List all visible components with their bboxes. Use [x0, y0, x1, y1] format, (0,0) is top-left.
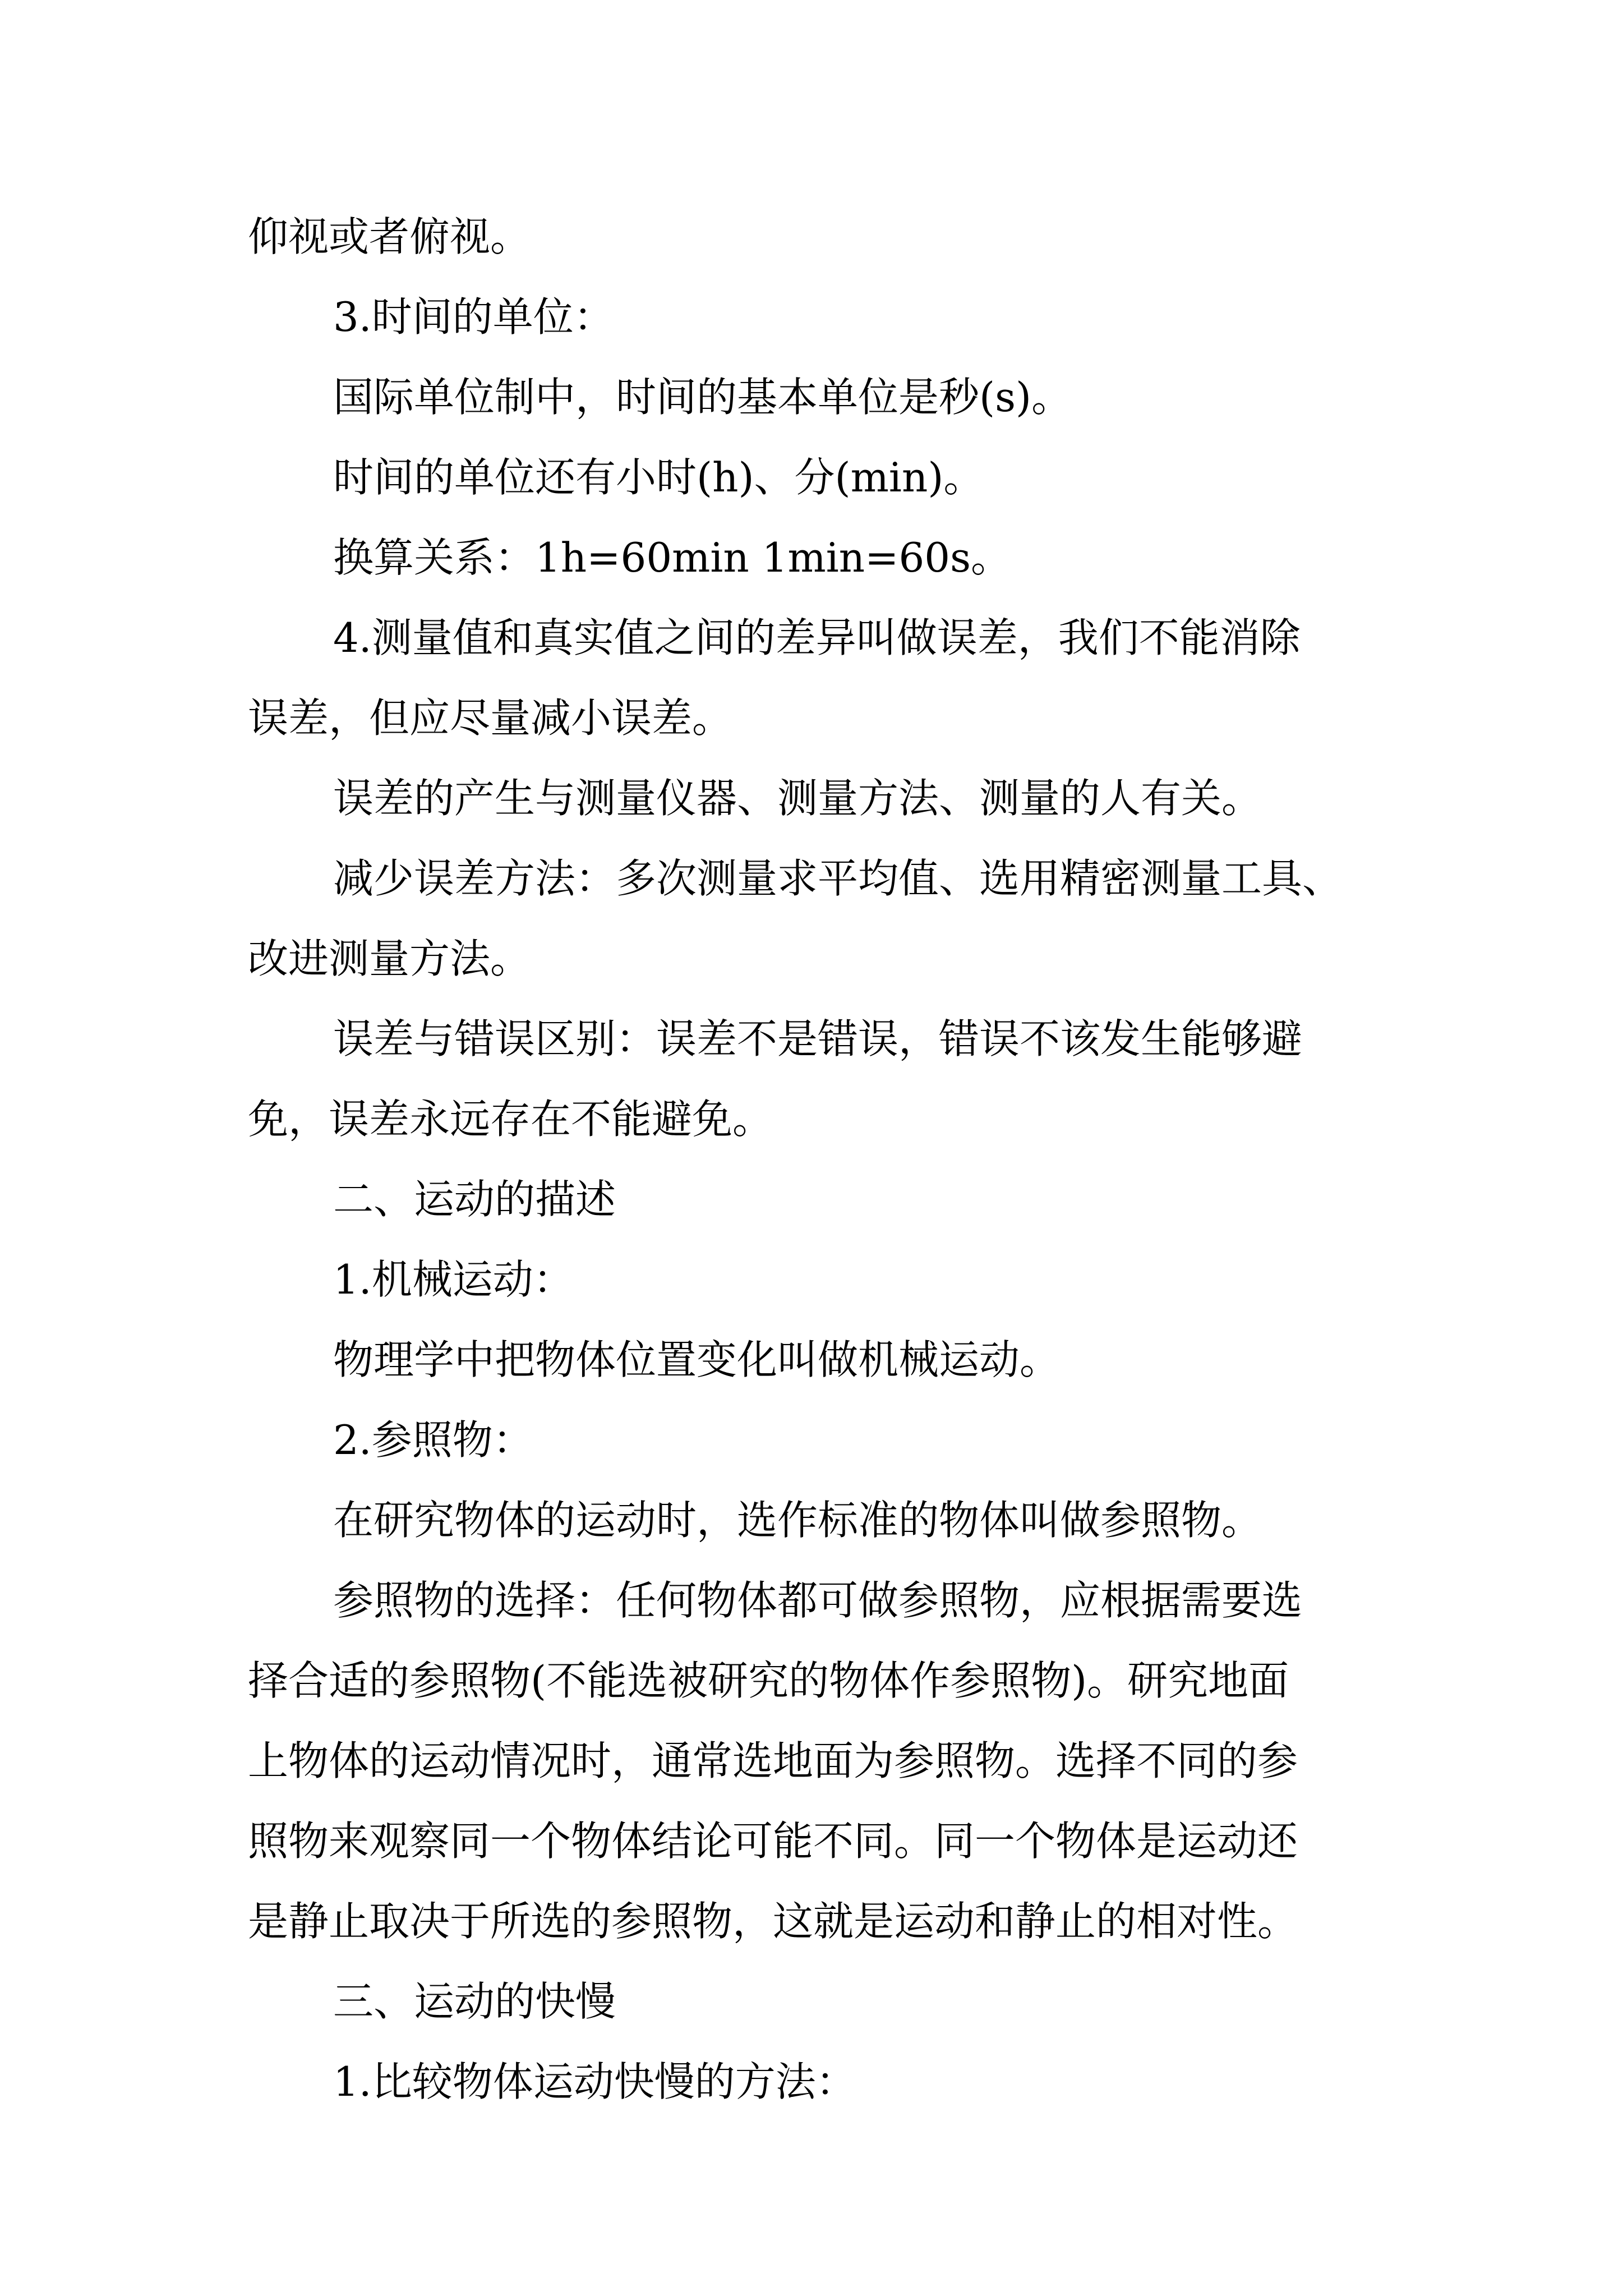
text-line: 3.时间的单位： — [333, 293, 614, 341]
text-line: 减少误差方法：多次测量求平均值、选用精密测量工具、 — [333, 855, 1343, 902]
text-line: 免，误差永远存在不能避免。 — [248, 1096, 773, 1143]
section-heading: 三、运动的快慢 — [333, 1978, 616, 2025]
text-line: 在研究物体的运动时，选作标准的物体叫做参照物。 — [333, 1497, 1262, 1544]
text-line: 1.比较物体运动快慢的方法： — [333, 2058, 856, 2105]
text-line: 是静止取决于所选的参照物，这就是运动和静止的相对性。 — [248, 1898, 1298, 1945]
section-heading: 二、运动的描述 — [333, 1176, 616, 1223]
text-line: 参照物的选择：任何物体都可做参照物，应根据需要选 — [333, 1577, 1303, 1624]
text-line: 择合适的参照物(不能选被研究的物体作参照物)。研究地面 — [248, 1657, 1289, 1704]
text-line: 误差与错误区别：误差不是错误，错误不该发生能够避 — [333, 1015, 1303, 1062]
text-line: 仰视或者俯视。 — [248, 213, 531, 260]
text-line: 照物来观察同一个物体结论可能不同。同一个物体是运动还 — [248, 1818, 1298, 1865]
text-line: 国际单位制中，时间的基本单位是秒(s)。 — [333, 374, 1072, 421]
text-line: 误差，但应尽量减小误差。 — [248, 694, 733, 742]
text-line: 改进测量方法。 — [248, 935, 531, 982]
text-line: 2.参照物： — [333, 1416, 533, 1464]
text-line: 上物体的运动情况时，通常选地面为参照物。选择不同的参 — [248, 1737, 1298, 1784]
text-line: 时间的单位还有小时(h)、分(min)。 — [333, 454, 984, 501]
text-line: 1.机械运动： — [333, 1256, 574, 1303]
text-line: 4.测量值和真实值之间的差异叫做误差，我们不能消除 — [333, 614, 1301, 661]
text-line: 换算关系：1h=60min 1min=60s。 — [333, 534, 1012, 581]
text-line: 误差的产生与测量仪器、测量方法、测量的人有关。 — [333, 775, 1262, 822]
text-line: 物理学中把物体位置变化叫做机械运动。 — [333, 1336, 1061, 1383]
